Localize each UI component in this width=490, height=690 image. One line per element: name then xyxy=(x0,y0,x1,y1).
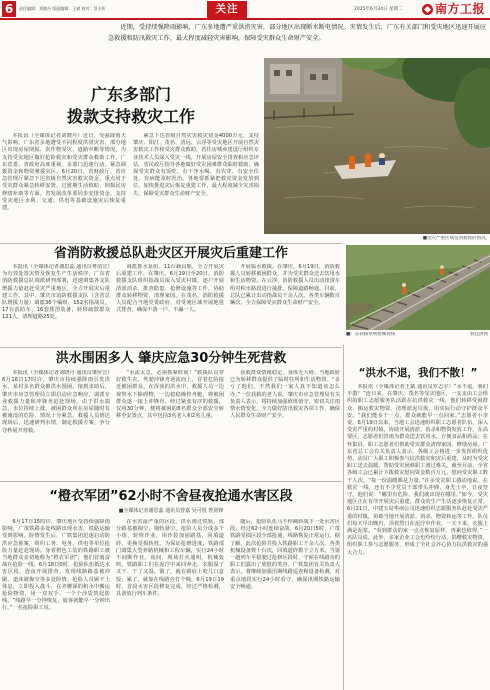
flood-photo-caption: ■受灾严重区域受到救援的情况。 xyxy=(422,236,490,241)
railway-photo xyxy=(346,245,490,330)
paper-name: 南方工报 xyxy=(435,2,486,16)
section-divider-1 xyxy=(0,243,342,244)
flood-rescue-headline: 洪水围困多人 肇庆应急30分钟生死营救 xyxy=(55,351,287,366)
railway-byline: ■全媒体记者谢思蕊 通讯员曾嘉 吴可悦 曾剑锋 xyxy=(118,508,224,514)
volunteers-headline: “洪水不退，我们不散！” xyxy=(358,367,478,379)
railway-column-3: 随后，抢险队伍马不停蹄转战下一处水害区段。经过62小时连续奋战，6月20日5时，广茂铁路受损区段全部抢通，线路恢复正常运行。据了解，此次抢险共投入铁路职工千余人次、各类机械设备数十台次，回填道砟数千立方米。当第一趟列车平稳驶过抢修区段时，守候在线路旁的职工们露出了欣慰的笑容。广铁集团有关负责人表示，将继续加强汛期线路巡查和设备检测，对重点地段实行24小时看守，确保汛期铁路运输安全畅通。 xyxy=(230,519,340,590)
page-number: 6 xyxy=(2,1,16,17)
flood-photo-image xyxy=(264,58,490,234)
funding-column-1: 本报讯（全媒体记者刘晓丹）近日，受强降雨天气影响，广东省多地遭受不同程度洪涝灾害，部分地区出现房屋倒损、农作物受灾、道路中断等情况。为支持受灾地区做好抢险救灾和受灾群众救助工作，广东省委、省政府高度重视，多部门迅速行动，紧急调拨资金和物资驰援灾区。6月20日，省财政厅、省应急管理厅紧急下达省级自然灾害救灾资金，重点用于受灾群众紧急转移安置、过渡期生活救助、倒损民房修缮补助等方面。省发展改革委同步安排资金，支持受灾地区水利、交通、供电等基础设施灾后恢复重建。 xyxy=(2,133,126,212)
issue-date: 2025年6月24日 星期二 xyxy=(354,7,403,12)
flood-rescue-column-2: “水流太急，必须抓紧时间！”救援队员穿好救生衣，驾驶冲锋舟逆流而上，冒着危险接近被困群众。在浑浊的洪水中，救援人员一边观察水下障碍物，一边稳稳操控舟艇，将被困群众逐一接上冲锋舟。经过紧张有序的救援，仅用30分钟，便将被困的8名群众全部安全转移至安置点，其中包括3名老人和2名儿童。 xyxy=(116,370,224,420)
railway-column-1: 6月17日15时许，肇庆地区受持续强降雨影响，广茂铁路多处线路出现水害，铁路运输受到影响。险情发生后，广铁集团迅速启动防洪应急预案，组织工务、电务、供电等单位抢险力量赶赴现场。身着橙色工装的铁路职工被当地群众亲切地称为“橙衣军团”，他们冒雨奋战在抢险一线。6月18日0时，抢险队伍抵达水害区段，连夜开展排查，发现线路路基被冲刷、道床被掏空等多处险情。抢险人员顾不上休息，立即投入战斗，在齐腰深的积水中搬运抢险物资，用一双双手、一个个沙袋筑起防线。“线路早一分钟恢复，旅客就能早一分钟出行。”一名抢险职工说。 xyxy=(2,519,110,612)
section-divider-2 xyxy=(0,347,342,348)
railway-photo-caption: ■广东铁路系统抢修现场 xyxy=(346,332,396,337)
volunteers-body: 本报讯（全媒体记者王斌 通讯员罗志宇）“水不退，我们不散！”连日来，在肇庆、茂名等受灾地区，一支支由工会组织的职工志愿服务队活跃在抗洪救灾一线，他们转移受困群众、搬运救灾物资、清理淤泥垃圾，用实际行动守护群众平安。“我们能多干一点，群众就能早一点回家。”志愿者小李说。6月19日以来，当地工会迅速组织职工志愿者队伍，深入受灾严重的村镇，协助开展清淤、消杀和物资发放工作。在高要区，志愿者们冒雨为群众送去饮用水、方便食品和药品；在怀集县，职工志愿者们帮助受灾群众清理家园、修缮房屋。广东省总工会有关负责人表示，各级工会将进一步发挥组织优势，动员广大职工积极参与抗洪救灾和灾后重建，及时为受灾职工送去温暖，帮助受灾困难职工渡过难关。截至目前，全省各级工会已累计下拨救灾慰问资金数百万元，慰问受灾职工数千人次。“每一份温暖都是力量。”许多受灾职工感动地说。在救灾一线，还有不少党员干部带头冲锋，身先士卒，日夜坚守，他们说：“哪里有危险，我们就出现在哪里。”如今，受灾地区正在有序开展灾后重建，群众的生产生活逐步恢复正常。6月21日，中建五局华南公司迅速组织志愿服务队赶赴受灾严重的村镇，协助当地开展清淤、消杀、物资转运等工作。队员们每天早出晚归，顶着烈日在泥泞中作业，一天下来，衣服上满是泥浆。“看到群众的家一点点恢复原样，再累也值得。”一名队员说。此外，多家企业工会也纷纷行动，捐赠救灾物资，组织职工参与志愿服务，形成了全社会齐心协力抗洪救灾的强大合力。 xyxy=(347,384,488,556)
funding-column-2: 紧急下达省级自然灾害救灾资金4000万元，支持肇庆、阳江、茂名、清远、云浮等受灾地区开展自然灾害救灾工作和受灾群众救助。省住房城乡建设厅组织专业技术人员深入受灾一线，开展房屋安全排查和应急评估。省民政厅指导各地做好受灾困难群众临时救助，确保受灾群众有饭吃、有干净水喝、有衣穿、有安全住处、有病能及时医治。各地要抓紧把救灾资金发放到位，加快推进灾后恢复重建工作，最大程度减少灾害损失，保障受灾群众生命财产安全。 xyxy=(133,133,259,197)
funding-headline-line1: 广东多部门 xyxy=(90,85,171,104)
flood-rescue-column-1: 本报讯（全媒体记者刘晓丹 通讯员肇应宣）6月16日17时许，肇庆市持续强降雨引发洪水，某村多名群众被洪水围困。接到求助后，肇庆市应急管理局立即启动应急响应，调派专业救援力量和冲锋舟赶赴现场。由于洪水湍急，水位持续上涨，被困群众所在房屋随时有被淹没的危险，情况十分紧急。救援人员到达现场后，迅速研判水情，制定救援方案，争分夺秒展开营救。 xyxy=(2,370,110,434)
railway-photo-credit: 翁佳供图 xyxy=(470,332,488,337)
funding-headline-line2: 拨款支持救灾工作 xyxy=(66,107,195,126)
section-tag: 关注 xyxy=(207,1,247,18)
railway-headline: “橙衣军团”62小时不舍昼夜抢通水害区段 xyxy=(49,489,293,504)
railway-photo-image xyxy=(346,245,490,330)
buildings xyxy=(264,58,342,102)
flood-photo xyxy=(264,58,490,234)
editor-credits: 责任编辑：刘晓丹 版面编辑：王斌 校对：蔡水传 xyxy=(19,6,106,11)
fire-rescue-column-1: 本报讯（全媒体记者谢思蕊 通讯员粤消宣）为有效处置灾情及恢复生产生活秩序，广东省消防救援总队调派研判部署，迅速调集各支队增援力量赶赴受灾严重地区，全力开展灾后重建工作。其中，肇庆市消防救援支队（含省总队增援力量）调派36个编组、152名指战员、17台消防车、16套排涝装备，转移疏散群众121人，清理道路25处。 xyxy=(2,264,110,321)
header-rule xyxy=(0,18,490,20)
section-divider-3 xyxy=(0,481,342,482)
paper-emblem-icon xyxy=(422,4,433,15)
right-column-rule xyxy=(343,345,344,690)
fire-rescue-headline: 省消防救援总队赴灾区开展灾后重建工作 xyxy=(53,246,288,261)
lead-paragraph: 近期，受持续强降雨影响，广东多地遭严重洪涝灾害，部分地区出现断水断电情况。灾情发生后，广东有关部门和受灾地区迅速开展应急救援和防汛救灾工作，最大程度减轻灾害影响，保障受灾群众生命财产安全。 xyxy=(108,24,486,42)
railway-column-2: 在水害最严重的区段，洪水漫过铁轨，部分路基被掏空，钢轨悬空。抢险人员分成多个小组，轮班作业，用沙袋加固路基，回填道砟，更换受损轨枕。为保证抢修进度，铁路部门调集大型养路机械和工程车辆，实行24小时不间断作业。夜间，现场灯火通明，机械轰鸣，铁路职工们在泥泞中来回奔走，衣服湿了又干、干了又湿。饿了，就在路肩上吃几口盒饭；累了，就靠在线路旁打个盹。6月19日19时，首段水害区段修复完成，经过严格检测，具备放行列车条件。 xyxy=(116,519,224,598)
fire-rescue-column-3: 开展临水救援。在肇庆，6月19日，消防救援人员转移被困群众，并为受灾群众送去饮用水和生活物资。在云浮，消防救援人员出动排涝车组对积水路段进行抽排，保障道路畅通。目前，总队已累计出动指战员千余人次、各类车辆数百辆次，全力保障受灾群众生命财产安全。 xyxy=(230,264,340,307)
flood-rescue-column-3: 获救群众情绪稳定，身体无大碍。当地政府已为转移群众提供了临时住所和生活物资。“多亏了他们，不然我们一家人真不知道该怎么办。”一位获救的老人说。肇庆市应急管理局有关负责人表示，将持续加强值班值守，密切关注雨情水情变化，全力做好防汛救灾各项工作，确保人民群众生命财产安全。 xyxy=(230,370,340,420)
paper-logo xyxy=(422,0,488,18)
fire-rescue-column-2: 调派排水泵组、11台载具船，全力开展灾后重建工作。在肇庆，6月19日至20日，消防救援支队组织指战员深入受灾村镇，逐户开展清淤消杀、排查隐患、抢修设施等工作，协助群众转移物资、清理家园。在茂名，消防救援人员配合当地党委政府，对受淹区域开展地毯式排查，确保不落一户、不漏一人。 xyxy=(116,264,224,314)
